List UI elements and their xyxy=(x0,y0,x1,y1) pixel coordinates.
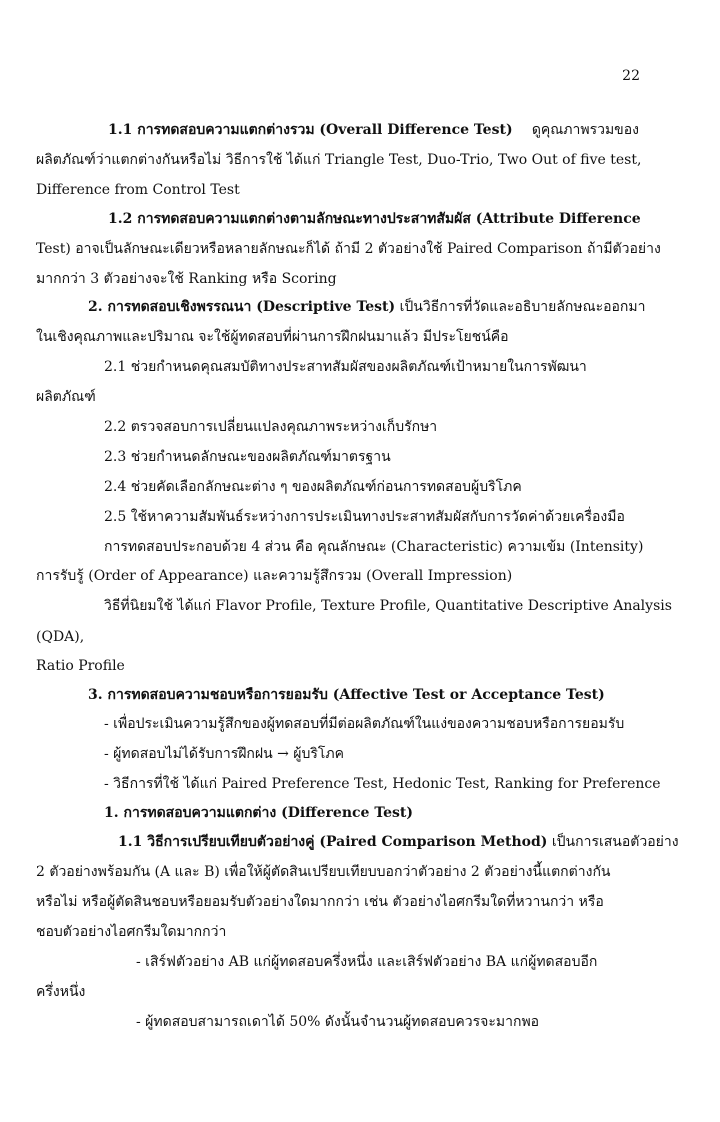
list-item: 2.4 ช่วยคัดเลือกลักษณะต่าง ๆ ของผลิตภัณฑ์ก่อนการทดสอบผู้บริโภค xyxy=(104,479,522,495)
list-item: 2.5 ใช้หาความสัมพันธ์ระหว่างการประเมินทางประสาทสัมผัสกับการวัดค่าด้วยเครื่องมือ xyxy=(104,509,625,525)
list-item: - ผู้ทดสอบไม่ได้รับการฝึกฝน → ผู้บริโภค xyxy=(104,746,345,762)
paragraph-line: ผลิตภัณฑ์ xyxy=(36,389,96,405)
paragraph-line: มากกว่า 3 ตัวอย่างจะใช้ Ranking หรือ Scoring xyxy=(36,271,337,287)
paragraph-line: Ratio Profile xyxy=(36,658,125,674)
paragraph-line: (QDA), xyxy=(36,629,85,645)
paragraph-line: วิธีที่นิยมใช้ ได้แก่ Flavor Profile, Texture Profile, Quantitative Descriptive Analysis xyxy=(104,598,672,614)
paragraph-line: ในเชิงคุณภาพและปริมาณ จะใช้ผู้ทดสอบที่ผ่านการฝึกฝนมาแล้ว มีประโยชน์คือ xyxy=(36,329,509,345)
list-item: - เพื่อประเมินความรู้สึกของผู้ทดสอบที่มีต่อผลิตภัณฑ์ในแง่ของความชอบหรือการยอมรับ xyxy=(104,716,625,732)
paragraph-line: ผลิตภัณฑ์ว่าแตกต่างกันหรือไม่ วิธีการใช้ ได้แก่ Triangle Test, Duo-Trio, Two Out of five test, xyxy=(36,152,642,168)
section-heading: 3. การทดสอบความชอบหรือการยอมรับ (Affective Test or Acceptance Test) xyxy=(88,687,605,703)
paragraph-line: การรับรู้ (Order of Appearance) และความรู้สึกรวม (Overall Impression) xyxy=(36,568,513,584)
paragraph-line: 1.1 การทดสอบความแตกต่างรวม (Overall Difference Test) ดูคุณภาพรวมของ xyxy=(108,122,639,138)
paragraph-line: 1.1 วิธีการเปรียบเทียบตัวอย่างคู่ (Paired Comparison Method) เป็นการเสนอตัวอย่าง xyxy=(118,834,679,850)
list-item: - วิธีการที่ใช้ ได้แก่ Paired Preference Test, Hedonic Test, Ranking for Preference xyxy=(104,776,661,792)
paragraph-line: ครึ่งหนึ่ง xyxy=(36,984,86,1000)
list-item: 2.2 ตรวจสอบการเปลี่ยนแปลงคุณภาพระหว่างเก็บรักษา xyxy=(104,419,438,435)
paragraph-line: ชอบตัวอย่างไอศกรีมใดมากกว่า xyxy=(36,924,227,940)
page-number: 22 xyxy=(622,68,640,84)
paragraph-line: 2 ตัวอย่างพร้อมกัน (A และ B) เพื่อให้ผู้ตัดสินเปรียบเทียบบอกว่าตัวอย่าง 2 ตัวอย่างนี้แตกต่างกัน xyxy=(36,864,611,880)
paragraph-line: 1.2 การทดสอบความแตกต่างตามลักษณะทางประสาทสัมผัส (Attribute Difference xyxy=(108,211,641,227)
list-item: 2.3 ช่วยกำหนดลักษณะของผลิตภัณฑ์มาตรฐาน xyxy=(104,449,391,465)
paragraph-line: Difference from Control Test xyxy=(36,182,240,198)
list-item: - เสิร์ฟตัวอย่าง AB แก่ผู้ทดสอบครึ่งหนึ่ง และเสิร์ฟตัวอย่าง BA แก่ผู้ทดสอบอีก xyxy=(136,954,598,970)
paragraph-line: Test) อาจเป็นลักษณะเดียวหรือหลายลักษณะก็ได้ ถ้ามี 2 ตัวอย่างใช้ Paired Comparison ถ้ามีตัวอย่าง xyxy=(36,241,661,257)
section-heading: 2. การทดสอบเชิงพรรณนา (Descriptive Test) เป็นวิธีการที่วัดและอธิบายลักษณะออกมา xyxy=(88,299,646,315)
paragraph-line: การทดสอบประกอบด้วย 4 ส่วน คือ คุณลักษณะ (Characteristic) ความเข้ม (Intensity) xyxy=(104,539,644,555)
section-heading: 1. การทดสอบความแตกต่าง (Difference Test) xyxy=(104,805,414,821)
list-item: - ผู้ทดสอบสามารถเดาได้ 50% ดังนั้นจำนวนผู้ทดสอบควรจะมากพอ xyxy=(136,1014,540,1030)
paragraph-line: หรือไม่ หรือผู้ตัดสินชอบหรือยอมรับตัวอย่างใดมากกว่า เช่น ตัวอย่างไอศกรีมใดที่หวานกว่า หรือ xyxy=(36,894,604,910)
list-item: 2.1 ช่วยกำหนดคุณสมบัติทางประสาทสัมผัสของผลิตภัณฑ์เป้าหมายในการพัฒนา xyxy=(104,359,587,375)
